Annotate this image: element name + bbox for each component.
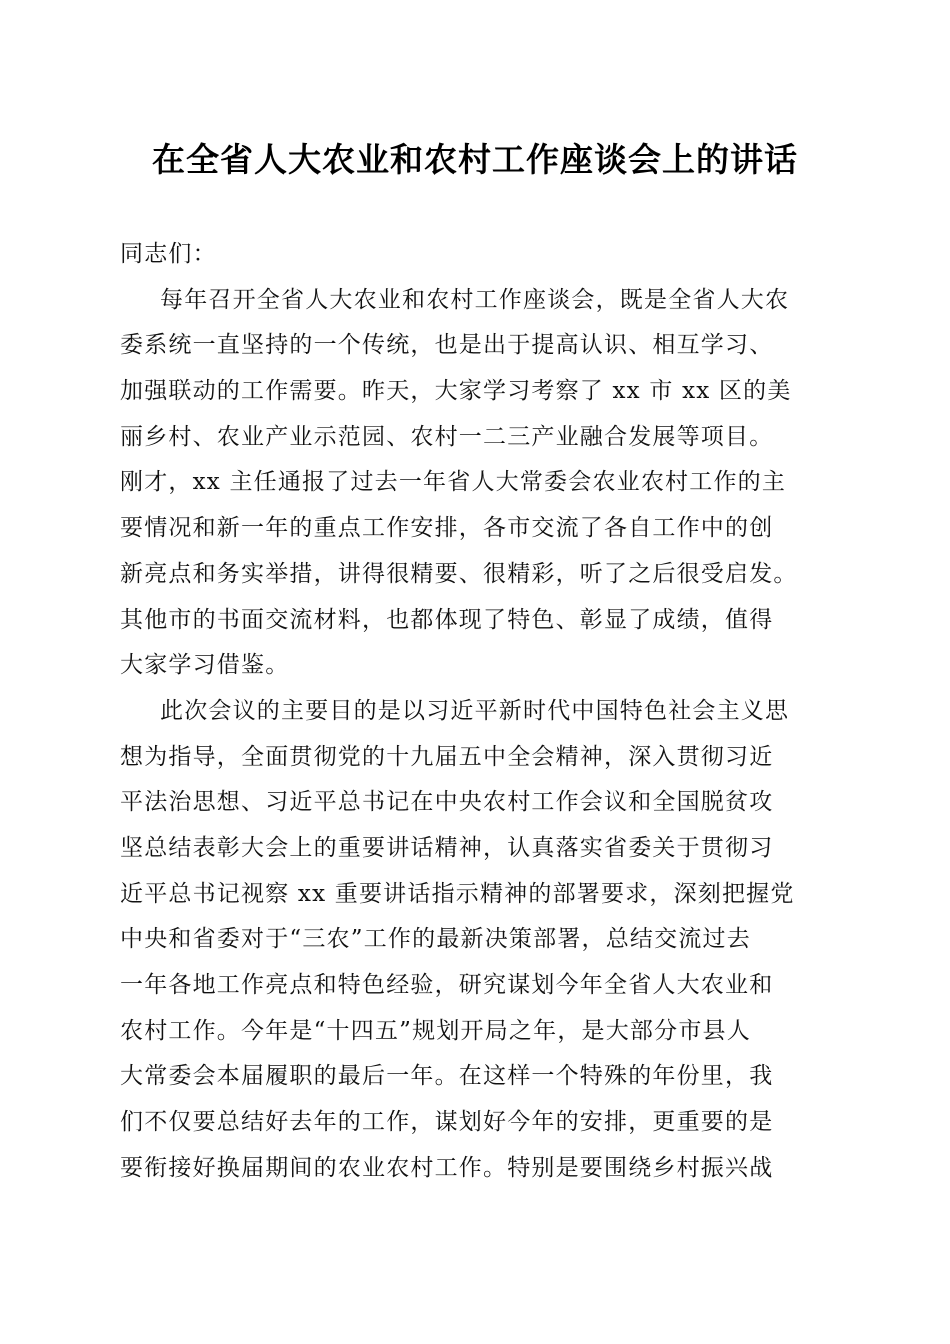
paragraph-line: 要衔接好换届期间的农业农村工作。特别是要围绕乡村振兴战: [120, 1154, 774, 1181]
paragraph-line: 农村工作。今年是“十四五”规划开局之年，是大部分市县人: [120, 1017, 751, 1044]
paragraph-line: 中央和省委对于“三农”工作的最新决策部署，总结交流过去: [120, 926, 751, 953]
paragraph-line: 刚才，xx 主任通报了过去一年省人大常委会农业农村工作的主: [120, 469, 787, 496]
paragraph-line: 委系统一直坚持的一个传统，也是出于提高认识、相互学习、: [120, 332, 774, 359]
paragraph-line: 此次会议的主要目的是以习近平新时代中国特色社会主义思: [160, 697, 790, 724]
paragraph-line: 们不仅要总结好去年的工作，谋划好今年的安排，更重要的是: [120, 1109, 774, 1136]
paragraph-line: 一年各地工作亮点和特色经验，研究谋划今年全省人大农业和: [120, 972, 774, 998]
paragraph-1: [120, 278, 832, 689]
salutation: 同志们：: [120, 241, 217, 267]
paragraph-line: 想为指导，全面贯彻党的十九届五中全会精神，深入贯彻习近: [120, 743, 774, 770]
paragraph-line: 加强联动的工作需要。昨天，大家学习考察了 xx 市 xx 区的美: [120, 378, 792, 405]
document-body: [120, 232, 832, 1191]
paragraph-line: 大常委会本届履职的最后一年。在这样一个特殊的年份里，我: [120, 1063, 774, 1090]
document-title: 在全省人大农业和农村工作座谈会上的讲话: [152, 140, 798, 179]
paragraph-line: 其他市的书面交流材料，也都体现了特色、彰显了成绩，值得: [120, 606, 774, 633]
paragraph-line: 近平总书记视察 xx 重要讲话指示精神的部署要求，深刻把握党: [120, 880, 795, 907]
paragraph-line: 新亮点和务实举措，讲得很精要、很精彩，听了之后很受启发。: [120, 560, 798, 587]
paragraph-line: 丽乡村、农业产业示范园、农村一二三产业融合发展等项目。: [120, 423, 774, 450]
paragraph-line: 大家学习借鉴。: [120, 652, 290, 679]
paragraph-line: 每年召开全省人大农业和农村工作座谈会，既是全省人大农: [160, 286, 790, 313]
paragraph-2: [120, 689, 832, 1192]
paragraph-line: 要情况和新一年的重点工作安排，各市交流了各自工作中的创: [120, 515, 774, 542]
paragraph-line: 平法治思想、习近平总书记在中央农村工作会议和全国脱贫攻: [120, 789, 774, 816]
paragraph-line: 坚总结表彰大会上的重要讲话精神，认真落实省委关于贯彻习: [120, 834, 774, 861]
